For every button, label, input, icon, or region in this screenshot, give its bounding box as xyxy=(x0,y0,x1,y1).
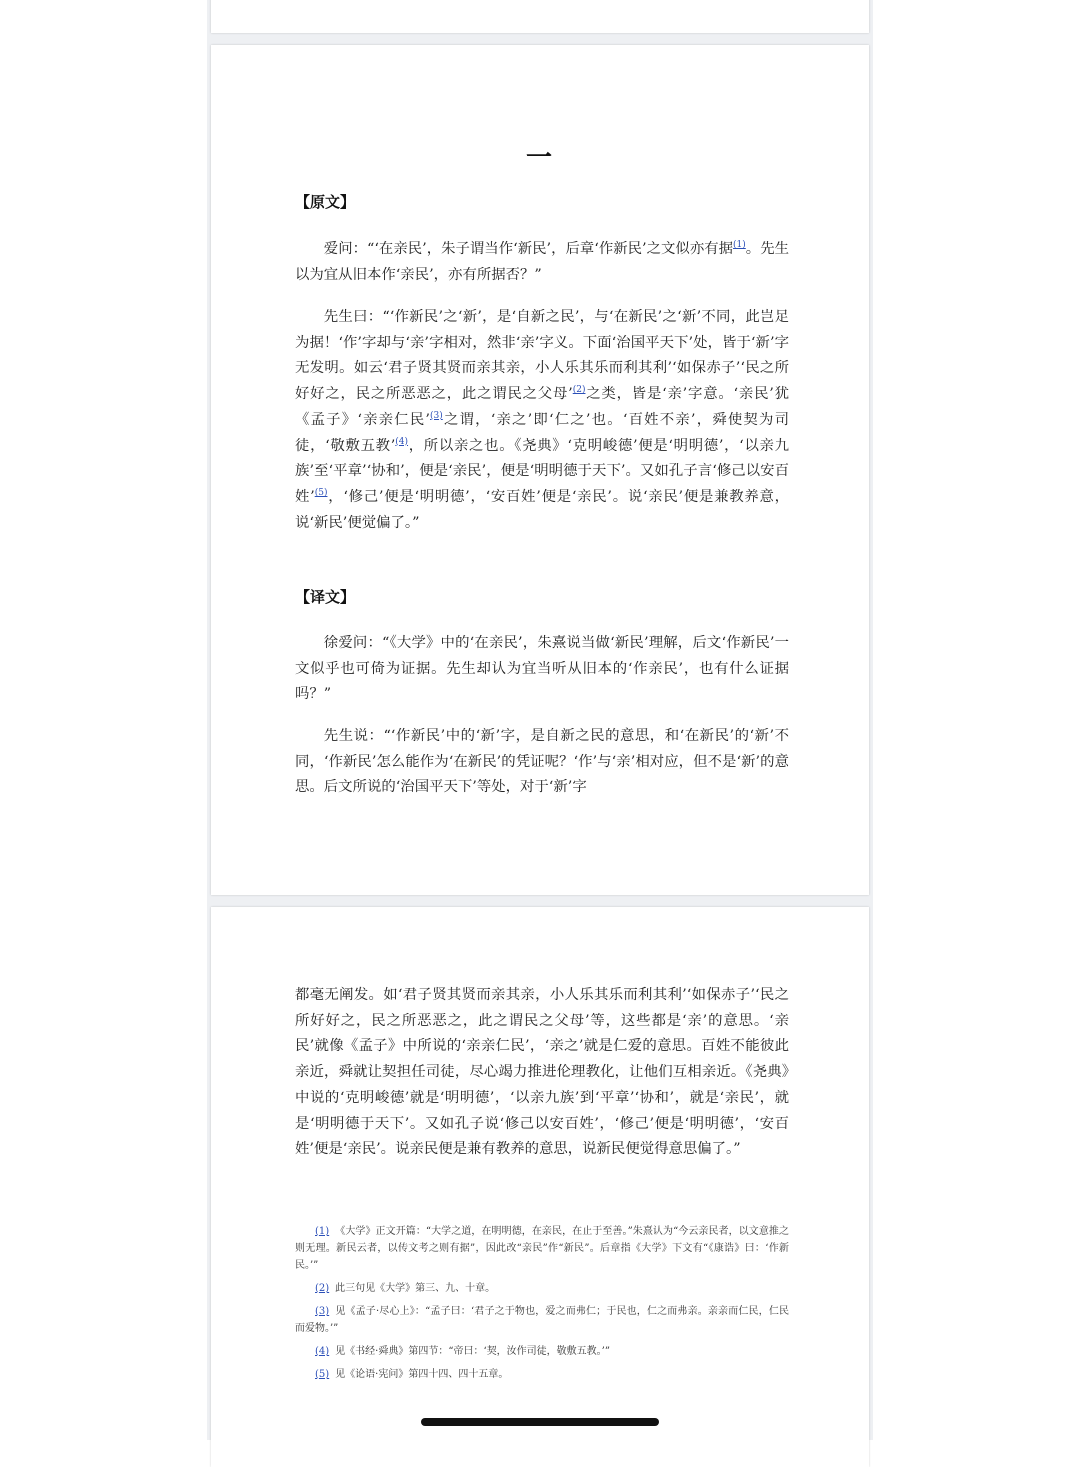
original-question: 爱问：“‘在亲民’，朱子谓当作‘新民’，后章‘作新民’之文似亦有据$^{(1)}$。先生以为宜从旧本作‘亲民’，亦有所据否？” xyxy=(295,240,789,283)
chapter-title: 一 xyxy=(525,143,554,173)
footnote-item xyxy=(295,1223,789,1274)
footnote-item xyxy=(295,1280,789,1297)
footnote-text: 见《孟子·尽心上》：“孟子曰：‘君子之于物也，爱之而弗仁；于民也，仁之而弗亲。亲亲而仁民，仁民而爱物。’” xyxy=(295,1306,789,1334)
footnote-text: 《大学》正文开篇：“大学之道，在明明德，在亲民，在止于至善。”朱熹认为“今云亲民者，以文意推之则无理。新民云者，以传文考之则有据”，因此改“亲民”作“新民”。后章指《大学》下文有“《康诰》曰：‘作新民。’” xyxy=(295,1226,789,1271)
footnote-number-link[interactable]: (5) xyxy=(315,1369,330,1380)
home-indicator[interactable] xyxy=(421,1418,659,1426)
footnote-text: 见《书经·舜典》第四节：“帝曰：‘契，汝作司徒，敬敷五教。’” xyxy=(335,1346,610,1357)
translation-answer-end: 都毫无阐发。如‘君子贤其贤而亲其亲，小人乐其乐而利其利’‘如保赤子’‘民之所好好之，民之所恶恶之，此之谓民之父母’等，这些都是‘亲’的意思。‘亲民’就像《孟子》中所说的‘亲亲仁民’，‘亲之’就是仁爱的意思。百姓不能彼此亲近，舜就让契担任司徒，尽心竭力推进伦理教化，让他们互相亲近。《尧典》中说的‘克明峻德’就是‘明明德’，‘以亲九族’到‘平章’‘协和’，就是‘亲民’，就是‘明明德于天下’。又如孔子说‘修己以安百姓’，‘修己’便是‘明明德’，‘安百姓’便是‘亲民’。说亲民便是兼有教养的意思，说新民便觉得意思偏了。” xyxy=(295,987,789,1158)
footnote-ref-link[interactable]: (2) xyxy=(572,385,586,396)
page-continued xyxy=(211,907,869,1467)
continued-paragraph xyxy=(295,983,789,1163)
original-paragraph-1 xyxy=(295,237,789,288)
previous-page xyxy=(211,0,869,33)
footnote-ref-link[interactable]: (4) xyxy=(395,436,409,447)
footnote-text: 见《论语·宪问》第四十四、四十五章。 xyxy=(335,1369,509,1380)
document-viewer[interactable] xyxy=(207,0,873,1440)
footnote-number-link[interactable]: (2) xyxy=(315,1283,330,1294)
footnote-ref-link[interactable]: (5) xyxy=(314,488,328,499)
section-heading-translation xyxy=(295,586,789,607)
original-answer: 先生曰：“‘作新民’之‘新’，是‘自新之民’，与‘在新民’之‘新’不同，此岂足为据！‘作’字却与‘亲’字相对，然非‘亲’字义。下面‘治国平天下’处，皆于‘新’字无发明。如云‘君子贤其贤而亲其亲，小人乐其乐而利其利’‘如保赤子’‘民之所好好之，民之所恶恶之，此之谓民之父母’$^{(2)}$之类，皆是‘亲’字意。‘亲民’犹《孟子》‘亲亲仁民’$^{(3)}$之谓，‘亲之’即‘仁之’也。‘百姓不亲’，舜使契为司徒，‘敬敷五教’$^{(4)}$，所以亲之也。《尧典》‘克明峻德’便是‘明明德’，‘以亲九族’至‘平章’‘协和’，便是‘亲民’，便是‘明明德于天下’。又如孔子言‘修己以安百姓’$^{(5)}$，‘修己’便是‘明明德’，‘安百姓’便是‘亲民’。说‘亲民’便是兼教养意，说‘新民’便觉偏了。” xyxy=(295,309,789,531)
footnote-item xyxy=(295,1343,789,1360)
footnote-number-link[interactable]: (3) xyxy=(315,1306,330,1317)
translation-answer-start: 先生说：“‘作新民’中的‘新’字，是自新之民的意思，和‘在新民’的‘新’不同，‘作新民’怎么能作为‘在新民’的凭证呢？‘作’与‘亲’相对应，但不是‘新’的意思。后文所说的‘治国平天下’等处，对于‘新’字 xyxy=(295,728,789,796)
footnote-text: 此三句见《大学》第三、九、十章。 xyxy=(335,1283,496,1294)
footnote-ref-link[interactable]: (3) xyxy=(430,411,443,422)
heading-original: 【原文】 xyxy=(295,193,356,211)
footnote-item xyxy=(295,1303,789,1337)
footnote-ref-link[interactable]: (1) xyxy=(733,240,746,251)
footnote-number-link[interactable]: (1) xyxy=(315,1226,330,1237)
footnotes xyxy=(295,1223,789,1389)
heading-translation: 【译文】 xyxy=(295,588,356,606)
footnote-number-link[interactable]: (4) xyxy=(315,1346,330,1357)
original-paragraph-2 xyxy=(295,305,789,536)
section-heading-original xyxy=(295,191,789,212)
footnote-item xyxy=(295,1366,789,1383)
translation-paragraph-2 xyxy=(295,724,789,801)
translation-paragraph-1 xyxy=(295,631,789,708)
translation-question: 徐爱问：“《大学》中的‘在亲民’，朱熹说当做‘新民’理解，后文‘作新民’一文似乎也可倚为证据。先生却认为宜当听从旧本的‘作亲民’，也有什么证据吗？” xyxy=(295,635,789,703)
left-margin xyxy=(0,0,210,1440)
page-chapter-one xyxy=(211,45,869,895)
right-margin xyxy=(870,0,1080,1440)
